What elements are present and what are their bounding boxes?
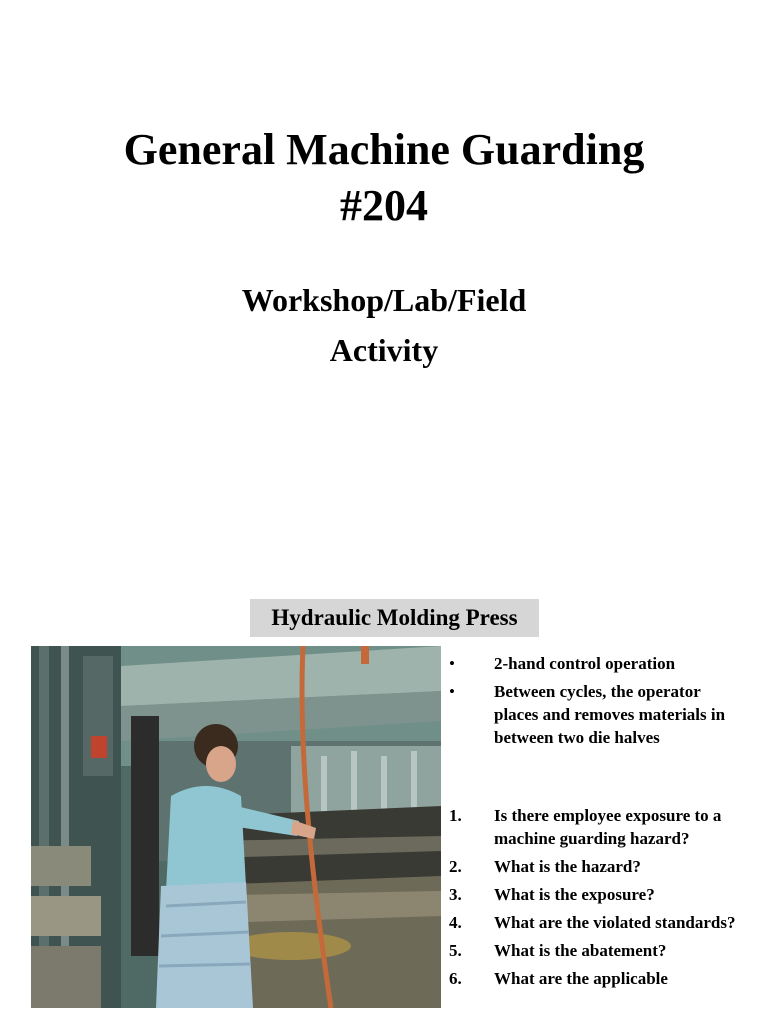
question-text: What are the applicable [494, 969, 668, 988]
subtitle-line-1: Workshop/Lab/Field [241, 282, 527, 318]
question-number: 1. [449, 806, 462, 825]
bullet-mark: • [449, 682, 455, 701]
question-text: What is the abatement? [494, 941, 667, 960]
slide-subtitle [0, 275, 768, 375]
question-text: What is the exposure? [494, 885, 655, 904]
question-number: 3. [449, 885, 462, 904]
question-number: 2. [449, 857, 462, 876]
question-item [447, 883, 747, 906]
bullet-text: Between cycles, the operator places and removes materials in between two die halves [494, 682, 726, 747]
bullet-item [447, 652, 747, 675]
bullet-text: 2-hand control operation [494, 654, 676, 673]
bullet-mark: • [449, 654, 455, 673]
slide-2-heading: Hydraulic Molding Press [250, 599, 539, 637]
worker-at-press-photo [31, 646, 441, 1008]
question-list [447, 804, 747, 995]
question-item [447, 804, 747, 850]
question-number: 6. [449, 969, 462, 988]
press-description-list [447, 652, 747, 754]
subtitle-line-2: Activity [329, 332, 439, 368]
question-text: What is the hazard? [494, 857, 641, 876]
title-line-2: #204 [340, 181, 428, 230]
question-item [447, 939, 747, 962]
bullet-item [447, 680, 747, 749]
question-item [447, 855, 747, 878]
slide-title [0, 122, 768, 234]
question-number: 5. [449, 941, 462, 960]
question-number: 4. [449, 913, 462, 932]
title-line-1: General Machine Guarding [123, 125, 645, 174]
factory-photo-illustration [31, 646, 441, 1008]
question-text: What are the violated standards? [494, 913, 736, 932]
question-item [447, 911, 747, 934]
question-text: Is there employee exposure to a machine guarding hazard? [494, 806, 722, 848]
question-item [447, 967, 747, 990]
